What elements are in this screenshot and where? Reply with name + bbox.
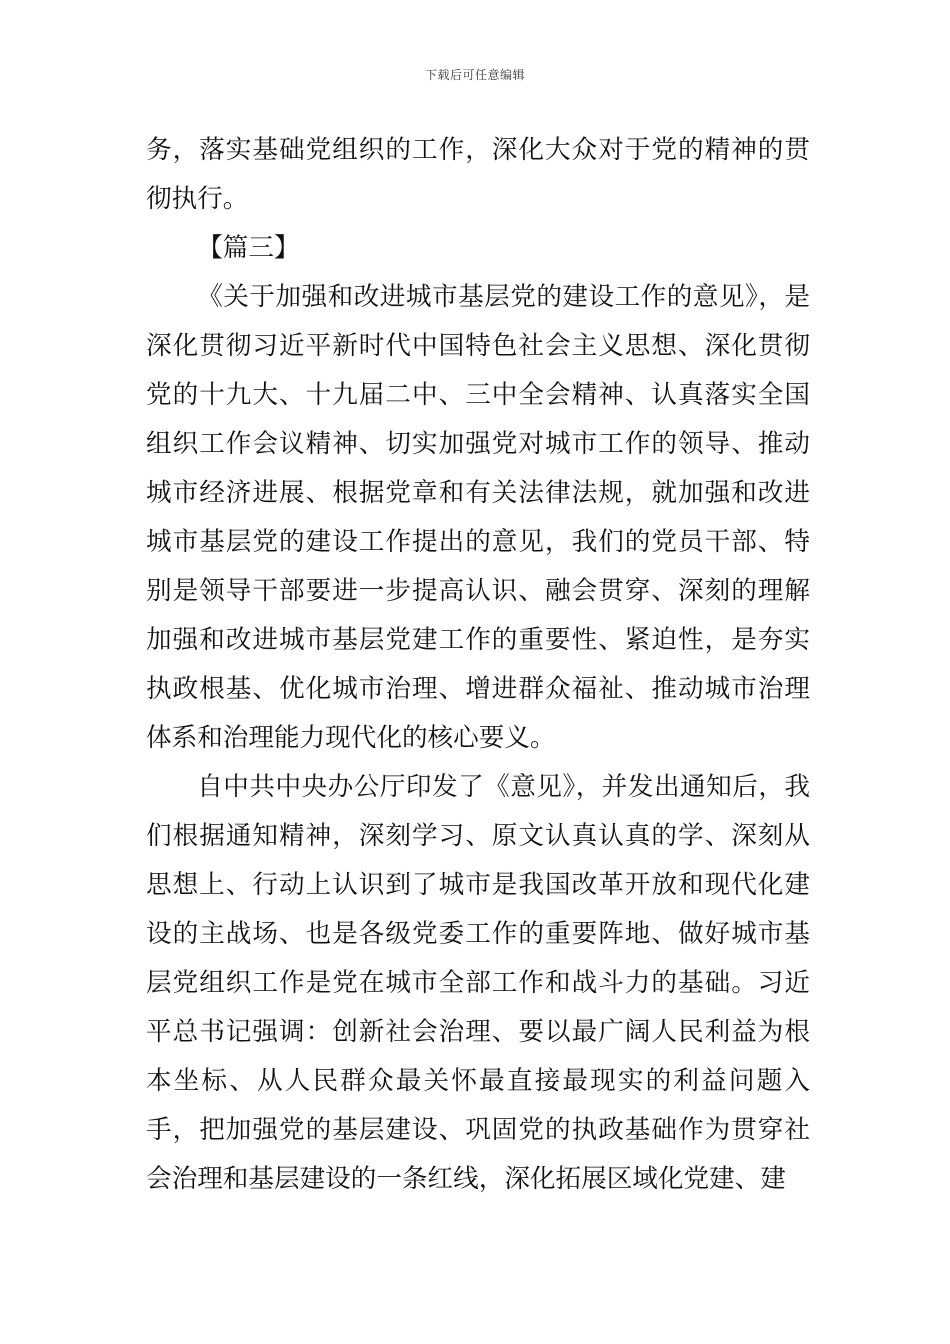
paragraph-notice: 自中共中央办公厅印发了《意见》，并发出通知后，我们根据通知精神，深刻学习、原文认真认真的学、深刻从思想上、行动上认识到了城市是我国改革开放和现代化建设的主战场、也是各级党委工作的重要阵地、做好城市基层党组织工作是党在城市全部工作和战斗力的基础。习近平总书记强调：创新社会治理、要以最广阔人民利益为根本坐标、从人民群众最关怀最直接最现实的利益问题入手，把加强党的基层建设、巩固党的执政基础作为贯穿社会治理和基层建设的一条红线，深化拓展区域化党建、建 bbox=[146, 772, 810, 1194]
paragraph-opinion-intro: 《关于加强和改进城市基层党的建设工作的意见》，是深化贯彻习近平新时代中国特色社会主义思想、深化贯彻党的十九大、十九届二中、三中全会精神、认真落实全国组织工作会议精神、切实加强党对城市工作的领导、推动城市经济进展、根据党章和有关法律法规，就加强和改进城市基层党的建设工作提出的意见，我们的党员干部、特别是领导干部要进一步提高认识、融会贯穿、深刻的理解加强和改进城市基层党建工作的重要性、紧迫性，是夯实执政根基、优化城市治理、增进群众福祉、推动城市治理体系和治理能力现代化的核心要义。 bbox=[146, 282, 810, 753]
section-heading: 【篇三】 bbox=[197, 233, 300, 263]
document-body bbox=[146, 126, 810, 1204]
paragraph-continuation: 务，落实基础党组织的工作，深化大众对于党的精神的贯彻执行。 bbox=[146, 135, 810, 214]
page-header: 下载后可任意编辑 bbox=[424, 68, 525, 82]
